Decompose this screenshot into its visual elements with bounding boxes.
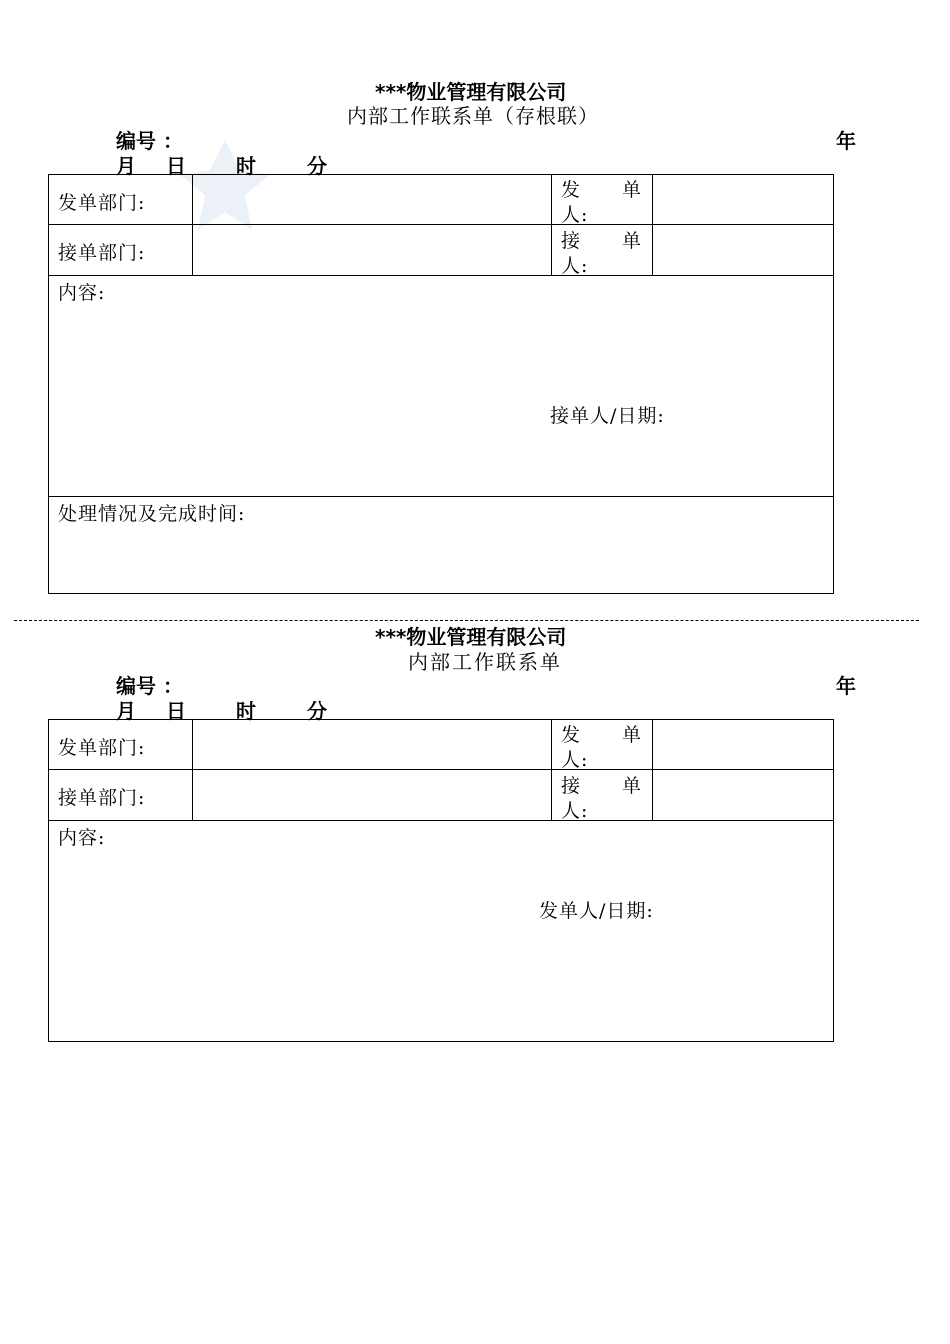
sender-label-c: 人: <box>561 749 589 771</box>
recv-dept-field[interactable] <box>194 771 549 819</box>
send-dept-field[interactable] <box>194 176 549 223</box>
row-divider <box>48 275 834 276</box>
col-divider <box>551 719 552 820</box>
handling-field[interactable] <box>50 522 832 592</box>
month-label: 月 <box>116 154 136 178</box>
content-field[interactable] <box>50 846 832 1040</box>
receiver-label-a: 接 <box>561 775 582 797</box>
col-divider <box>652 174 653 275</box>
minute-label: 分 <box>307 154 327 178</box>
hour-label: 时 <box>236 154 256 178</box>
col-divider <box>192 719 193 820</box>
company-name: ***物业管理有限公司 <box>375 80 567 104</box>
signoff-label: 接单人/日期: <box>550 405 665 427</box>
recv-dept-label: 接单部门: <box>58 242 146 264</box>
sender-label-b: 单 <box>622 724 643 746</box>
col-divider <box>551 174 552 275</box>
month-label: 月 <box>116 699 136 723</box>
recv-dept-label: 接单部门: <box>58 787 146 809</box>
receiver-label-c: 人: <box>561 255 589 277</box>
receiver-label-b: 单 <box>622 775 643 797</box>
content-label: 内容: <box>58 282 106 304</box>
form-title: 内部工作联系单（存根联） <box>347 104 599 128</box>
form-title: 内部工作联系单 <box>408 650 562 674</box>
sender-label-a: 发 <box>561 179 582 201</box>
sender-label-c: 人: <box>561 204 589 226</box>
handling-label: 处理情况及完成时间: <box>58 503 246 525</box>
recv-dept-field[interactable] <box>194 226 549 274</box>
day-label: 日 <box>166 699 186 723</box>
receiver-label-c: 人: <box>561 800 589 822</box>
col-divider <box>192 174 193 275</box>
row-divider <box>48 224 834 225</box>
year-label: 年 <box>836 129 856 153</box>
sender-label-b: 单 <box>622 179 643 201</box>
row-divider <box>48 496 834 497</box>
signoff-label: 发单人/日期: <box>539 900 654 922</box>
hour-label: 时 <box>236 699 256 723</box>
receiver-label-b: 单 <box>622 230 643 252</box>
minute-label: 分 <box>307 699 327 723</box>
receiver-label-a: 接 <box>561 230 582 252</box>
col-divider <box>652 719 653 820</box>
send-dept-label: 发单部门: <box>58 192 146 214</box>
day-label: 日 <box>166 154 186 178</box>
content-label: 内容: <box>58 827 106 849</box>
receiver-field[interactable] <box>654 226 832 274</box>
sender-field[interactable] <box>654 721 832 768</box>
company-name: ***物业管理有限公司 <box>375 625 567 649</box>
send-dept-field[interactable] <box>194 721 549 768</box>
number-label: 编号 ： <box>116 674 183 698</box>
receiver-field[interactable] <box>654 771 832 819</box>
sender-label-a: 发 <box>561 724 582 746</box>
send-dept-label: 发单部门: <box>58 737 146 759</box>
content-field[interactable] <box>50 300 832 495</box>
row-divider <box>48 769 834 770</box>
sender-field[interactable] <box>654 176 832 223</box>
number-label: 编号 ： <box>116 129 183 153</box>
row-divider <box>48 820 834 821</box>
year-label: 年 <box>836 674 856 698</box>
